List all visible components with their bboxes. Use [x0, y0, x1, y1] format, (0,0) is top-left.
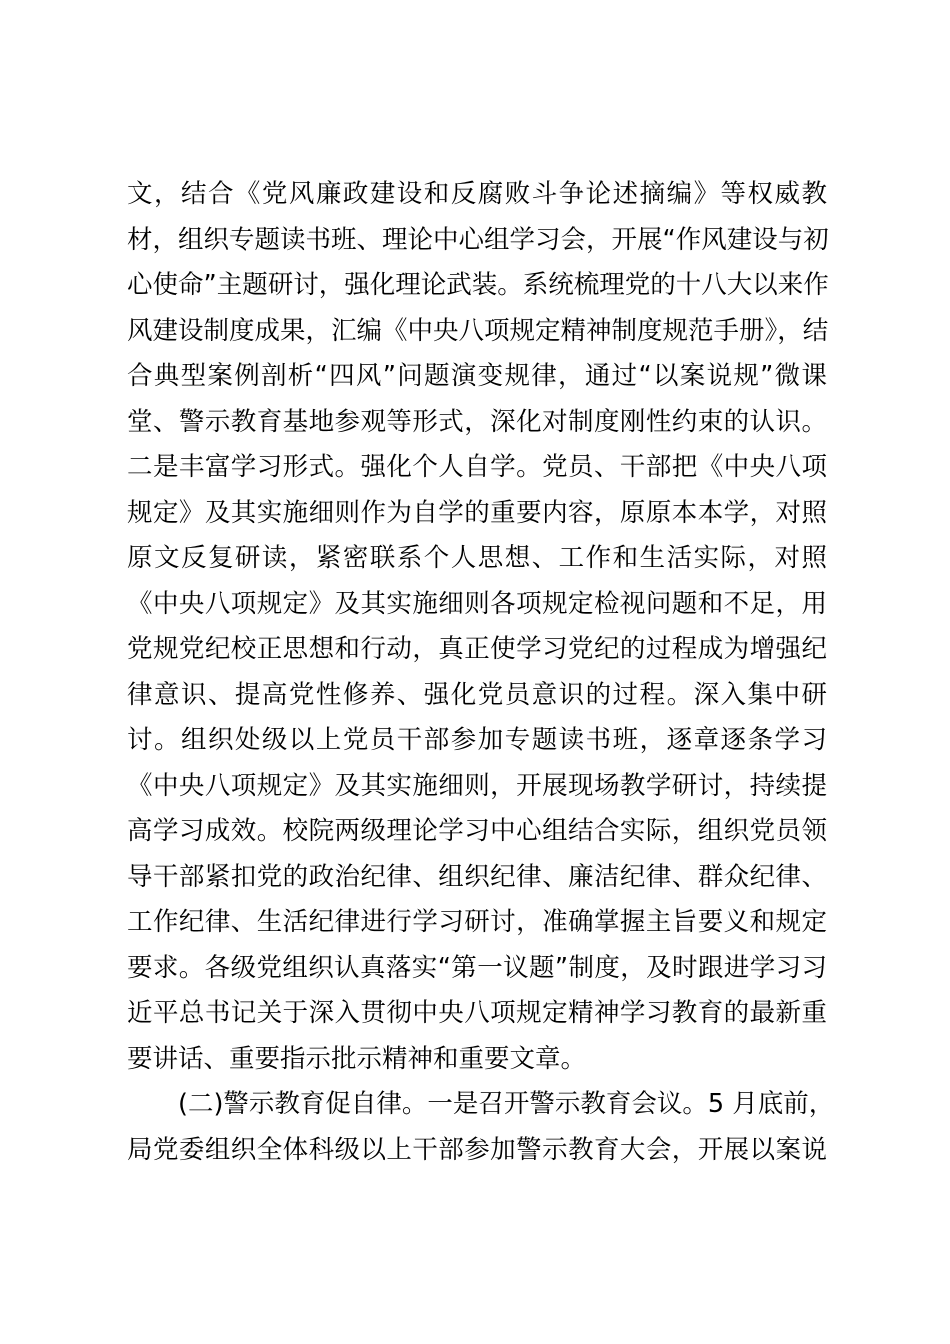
section-heading-line: (二)警示教育促自律。一是召开警示教育会议。5 月底前， [178, 1089, 835, 1119]
text-line: 党规党纪校正思想和行动，真正使学习党纪的过程成为增强纪 [127, 634, 827, 664]
text-line: 律意识、提高党性修养、强化党员意识的过程。深入集中研 [127, 679, 827, 710]
text-line: 原文反复研读，紧密联系个人思想、工作和生活实际，对照 [127, 543, 827, 573]
text-line: 风建设制度成果，汇编《中央八项规定精神制度规范手册》，结 [127, 315, 829, 346]
text-line: 规定》及其实施细则作为自学的重要内容，原原本本学，对照 [127, 497, 827, 528]
text-line: 堂、警示教育基地参观等形式，深化对制度刚性约束的认识。 [127, 406, 827, 437]
text-line: 合典型案例剖析“四风”问题演变规律，通过“以案说规”微课 [127, 361, 827, 391]
text-line: 《中央八项规定》及其实施细则，开展现场教学研讨，持续提 [127, 770, 827, 801]
text-line: 二是丰富学习形式。强化个人自学。党员、干部把《中央八项 [127, 452, 827, 482]
text-line: 讨。组织处级以上党员干部参加专题读书班，逐章逐条学习 [127, 725, 827, 755]
body-text [127, 172, 835, 1173]
text-line: 要求。各级党组织认真落实“第一议题”制度，及时跟进学习习 [127, 952, 827, 983]
text-line: 文，结合《党风廉政建设和反腐败斗争论述摘编》等权威教 [127, 179, 827, 209]
text-line: 工作纪律、生活纪律进行学习研讨，准确掌握主旨要义和规定 [127, 907, 827, 937]
paragraph-end-line: 要讲话、重要指示批示精神和重要文章。 [127, 1043, 587, 1074]
text-line: 近平总书记关于深入贯彻中央八项规定精神学习教育的最新重 [127, 998, 827, 1028]
text-line: 《中央八项规定》及其实施细则各项规定检视问题和不足，用 [127, 588, 827, 619]
text-line: 材，组织专题读书班、理论中心组学习会，开展“作风建设与初 [127, 224, 829, 255]
text-line: 局党委组织全体科级以上干部参加警示教育大会，开展以案说 [127, 1134, 827, 1165]
text-line: 高学习成效。校院两级理论学习中心组结合实际，组织党员领 [127, 816, 827, 846]
text-line: 导干部紧扣党的政治纪律、组织纪律、廉洁纪律、群众纪律、 [127, 861, 827, 892]
text-line: 心使命”主题研讨，强化理论武装。系统梳理党的十八大以来作 [127, 270, 829, 300]
